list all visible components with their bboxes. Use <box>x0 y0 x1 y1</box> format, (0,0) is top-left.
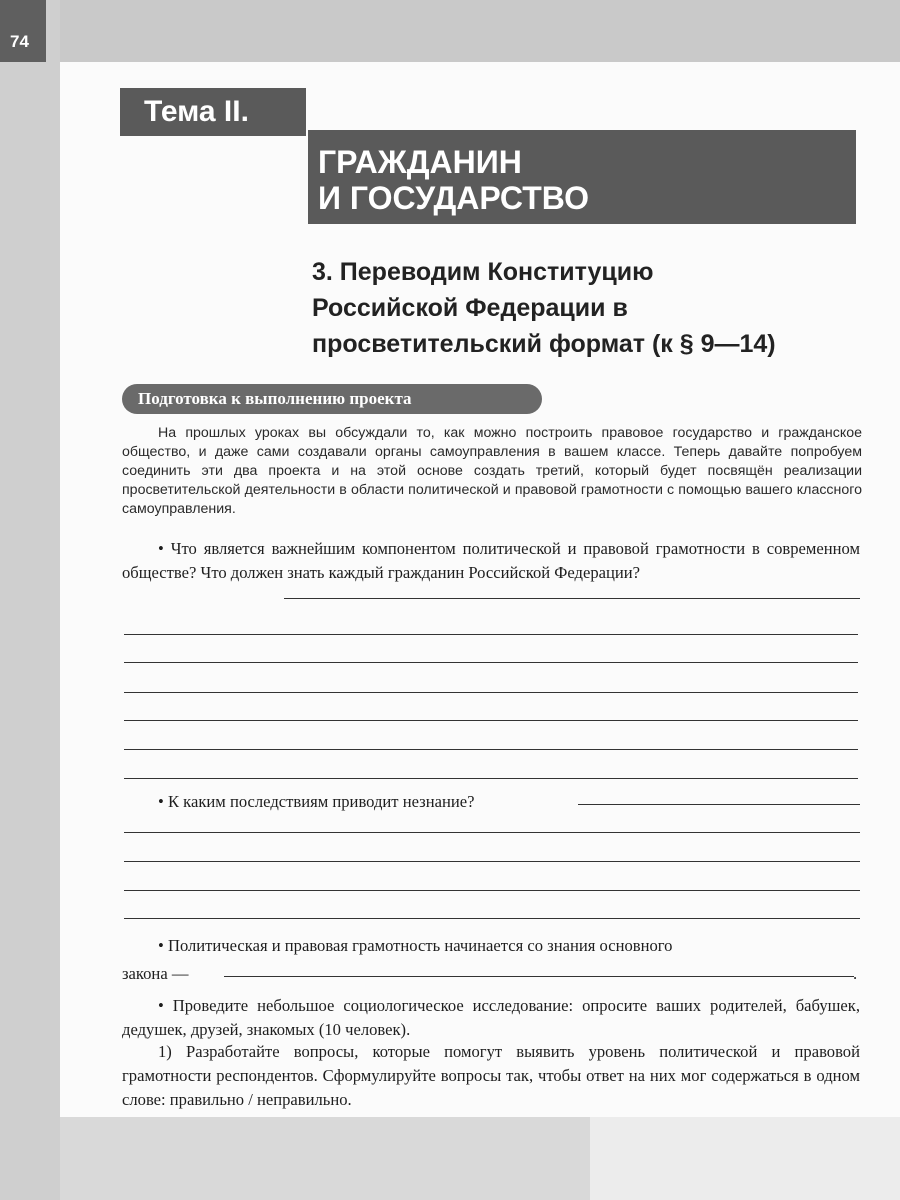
section-title <box>312 254 872 362</box>
scan-bottom-strip <box>590 1117 900 1200</box>
answer-line-1-5[interactable] <box>124 749 858 750</box>
question-3-period: . <box>853 964 858 983</box>
task-1 <box>122 1040 860 1112</box>
question-1 <box>122 537 860 585</box>
answer-line-2-3[interactable] <box>124 890 860 891</box>
question-3 <box>122 934 860 958</box>
question-2-text: • К каким последствиям приводит незнание? <box>158 792 475 811</box>
task-1-text: 1) Разработайте вопросы, которые помогут выявить уровень политической и правовой грамотности респондентов. Сформулируйте вопросы так, чтобы ответ на них мог содержаться в одном слове: правильно / неправильно. <box>122 1042 860 1109</box>
question-3-continuation: закона — <box>122 964 189 983</box>
answer-line-1-0[interactable] <box>284 598 860 599</box>
intro-text <box>122 424 862 519</box>
page-number: 74 <box>0 0 46 62</box>
section-title-line-1: 3. Переводим Конституцию <box>312 258 654 286</box>
theme-title-line-2: И ГОСУДАРСТВО <box>318 180 589 216</box>
theme-title-line-1: ГРАЖДАНИН <box>318 144 522 180</box>
section-title-line-3: просветительский формат (к § 9—14) <box>312 330 776 358</box>
question-4-text: • Проведите небольшое социологическое исследование: опросите ваших родителей, бабушек, дедушек, друзей, знакомых (10 человек). <box>122 996 860 1039</box>
scan-left-margin <box>0 0 60 1200</box>
answer-line-2-1[interactable] <box>124 832 860 833</box>
theme-title <box>308 130 856 224</box>
question-3-text: • Политическая и правовая грамотность начинается со знания основного <box>158 936 673 955</box>
section-title-line-2: Российской Федерации в <box>312 294 628 322</box>
question-1-text: • Что является важнейшим компонентом политической и правовой грамотности в современном обществе? Что должен знать каждый гражданин Российской Федерации? <box>122 539 860 582</box>
answer-line-2-2[interactable] <box>124 861 860 862</box>
question-4 <box>122 994 860 1042</box>
answer-line-3[interactable] <box>224 976 854 977</box>
scan-top-margin <box>0 0 900 62</box>
answer-line-2-0[interactable] <box>578 804 860 805</box>
answer-line-1-2[interactable] <box>124 662 858 663</box>
answer-line-1-4[interactable] <box>124 720 858 721</box>
intro-paragraph: На прошлых уроках вы обсуждали то, как можно построить правовое государство и гражданское общество, и даже сами создавали органы самоуправления в вашем классе. Теперь давайте попробуем соединить эти два проекта и на этой основе создать третий, который будет посвящён реализации просветительской деятельности в области политической и правовой грамотности с помощью вашего классного самоуправления. <box>122 425 862 517</box>
question-2 <box>122 790 582 814</box>
answer-line-1-3[interactable] <box>124 692 858 693</box>
answer-line-1-6[interactable] <box>124 778 858 779</box>
answer-line-1-1[interactable] <box>124 634 858 635</box>
topic-label: Тема II. <box>120 88 306 136</box>
answer-line-2-4[interactable] <box>124 918 860 919</box>
prep-badge: Подготовка к выполнению проекта <box>122 384 542 414</box>
